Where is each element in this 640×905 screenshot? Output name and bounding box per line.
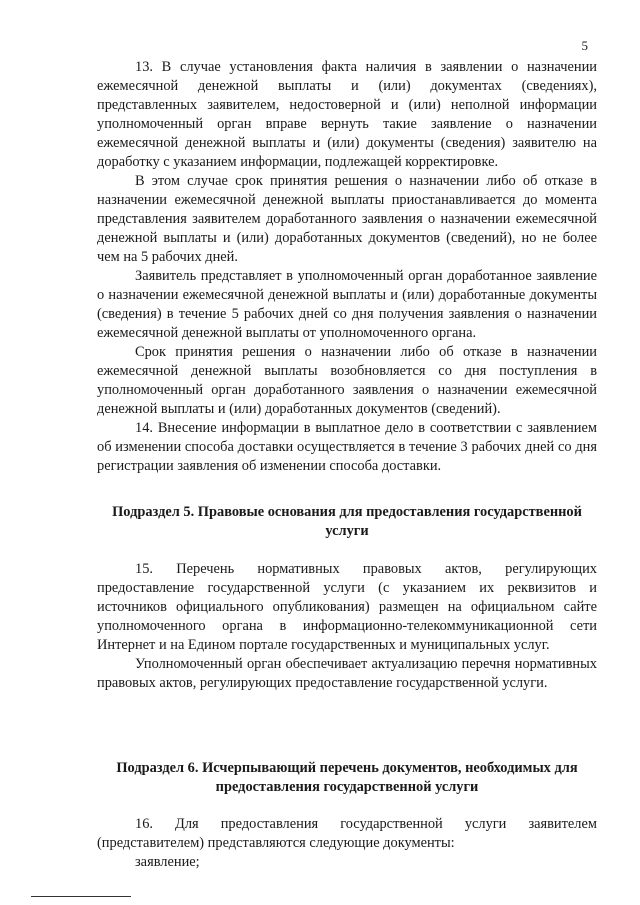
paragraph-resumption: Срок принятия решения о назначении либо об отказе в назначении ежемесячной денежной выплаты возобновляется со дня поступления в уполномоченный орган доработанного заявления о назначении ежемесячной денежной выплаты и (или) доработанных документов (сведений). [97,344,597,417]
paragraph-resubmission: Заявитель представляет в уполномоченный орган доработанное заявление о назначении ежемесячной денежной выплаты и (или) доработанные документы (сведения) в течение 5 рабочих дней со дня получения заявления о назначении ежемесячной денежной выплаты от уполномоченного органа. [97,268,597,341]
document-body [97,58,597,872]
paragraph-suspension: В этом случае срок принятия решения о назначении либо об отказе в назначении ежемесячной денежной выплаты приостанавливается до момента представления заявителем доработанного заявления о назначении ежемесячной денежной выплаты и (или) доработанных документов (сведений), но не более чем на 5 рабочих дней. [97,173,597,265]
footnote-divider [31,896,131,897]
paragraph-14: 14. Внесение информации в выплатное дело в соответствии с заявлением об изменении способа доставки осуществляется в течение 3 рабочих дней со дня регистрации заявления об изменении способа доставки. [97,420,597,474]
spacer [97,693,597,759]
spacer [97,476,597,503]
paragraph-actualization: Уполномоченный орган обеспечивает актуализацию перечня нормативных правовых актов, регулирующих предоставление государственной услуги. [97,656,597,691]
spacer [97,797,597,815]
page-number: 5 [581,38,588,53]
paragraph-13: 13. В случае установления факта наличия в заявлении о назначении ежемесячной денежной выплаты и (или) документах (сведениях), представленных заявителем, недостоверной и (или) неполной информации уполномоченный орган вправе вернуть такие заявление о назначении ежемесячной денежной выплаты и (или) документы (сведения) заявителю на доработку с указанием информации, подлежащей корректировке. [97,59,597,170]
spacer [97,541,597,560]
paragraph-16: 16. Для предоставления государственной услуги заявителем (представителем) представляются следующие документы: [97,816,597,851]
section-5-heading: Подраздел 5. Правовые основания для предоставления государственной услуги [112,504,582,539]
section-6-heading: Подраздел 6. Исчерпывающий перечень документов, необходимых для предоставления государственной услуги [116,760,578,795]
paragraph-15: 15. Перечень нормативных правовых актов, регулирующих предоставление государственной услуги (с указанием их реквизитов и источников официального опубликования) размещен на официальном сайте уполномоченного органа в информационно-телекоммуникационной сети Интернет и на Едином портале государственных и муниципальных услуг. [97,561,597,653]
paragraph-application: заявление; [135,854,200,870]
